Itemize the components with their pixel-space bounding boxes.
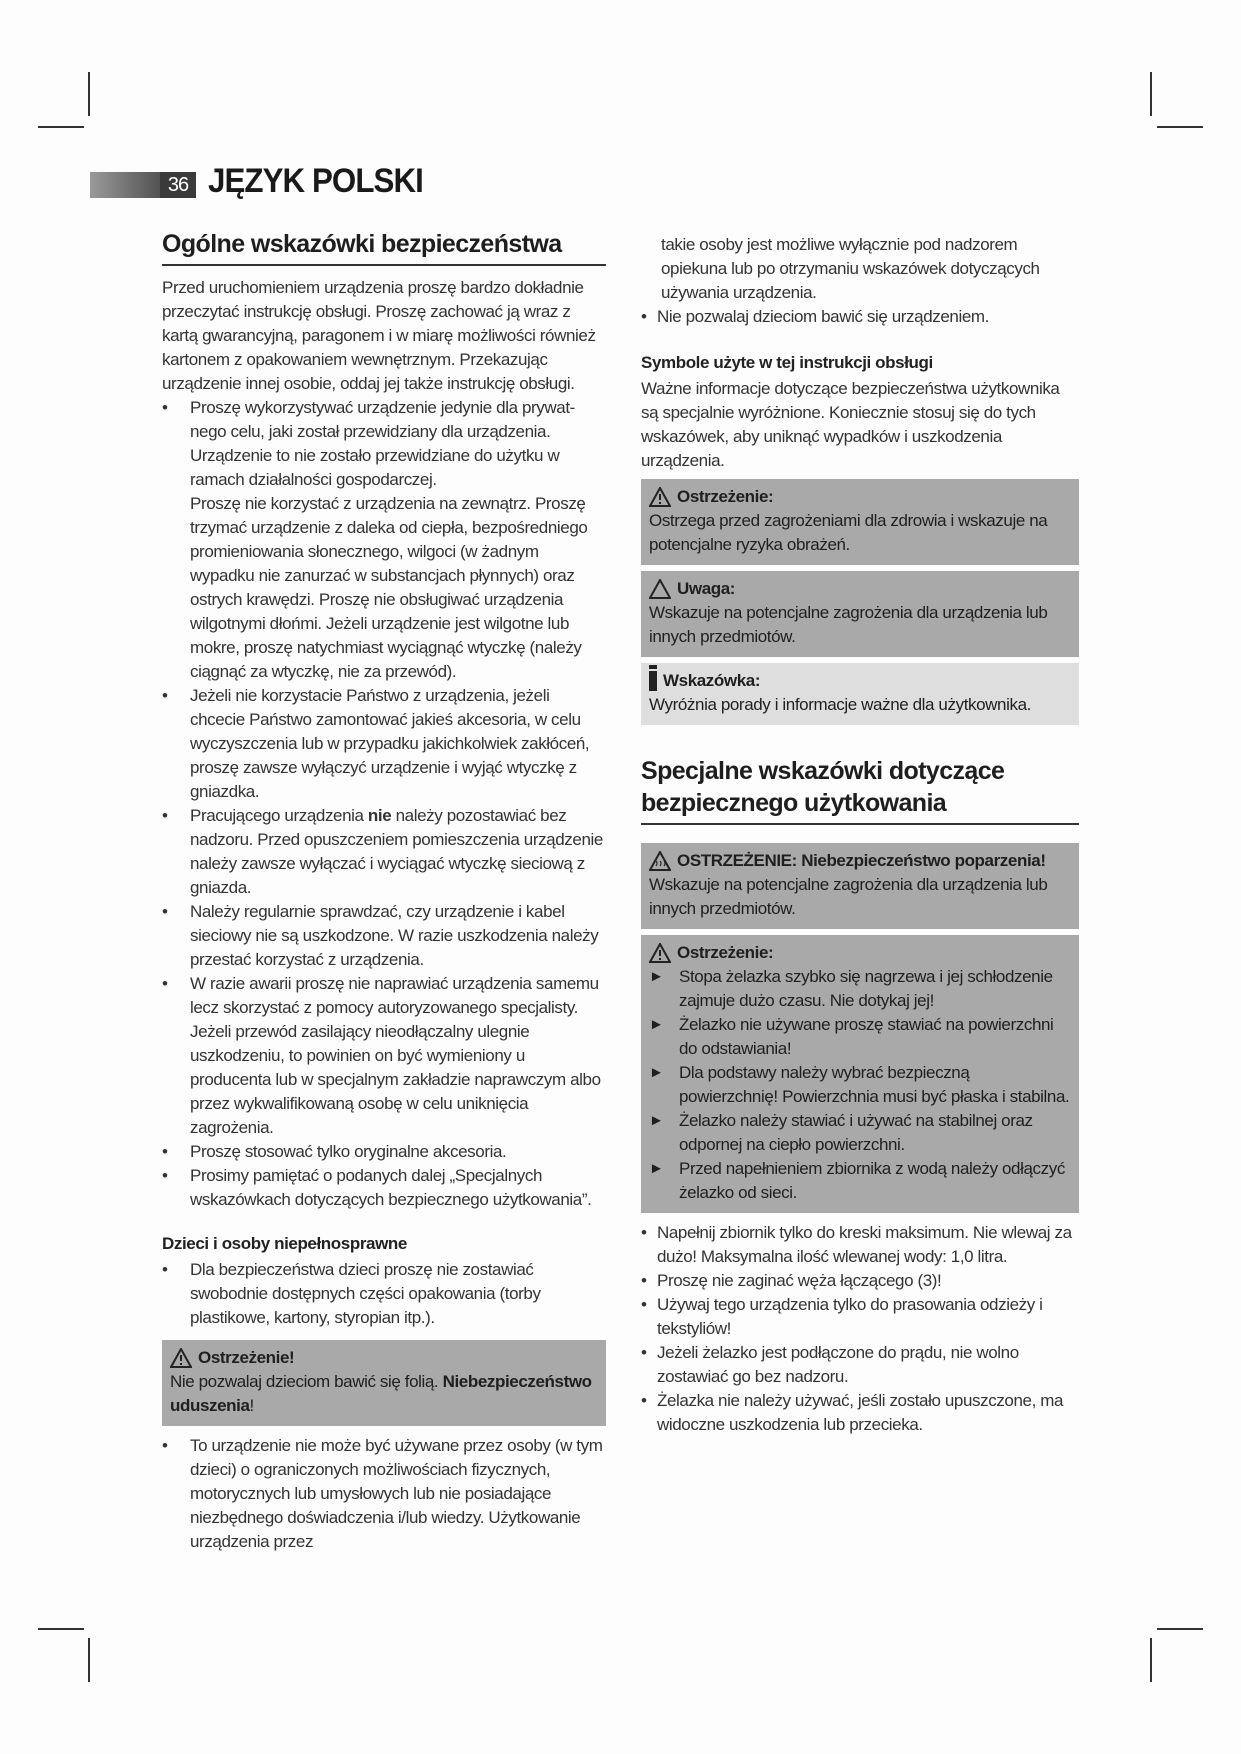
burn-warning-box: OSTRZEŻENIE: Niebezpieczeństwo poparzenia! Wskazuje na potencjalne zagrożenia dla urządzenia lub innych przedmiotów. — [641, 843, 1079, 929]
warning-title: Ostrzeżenie! — [198, 1348, 295, 1367]
list-item: • Jeżeli nie korzystacie Państwo z urządzenia, jeżeli chcecie Państwo zamontować jakieś akcesoria, w celu wyczyszczenia lub w przypadku jakichkolwiek zakłóceń, proszę zawsze wyłączyć urządzenie i wyjąć wtyczkę z gniazdka. — [162, 684, 606, 804]
children-heading: Dzieci i osoby niepełnosprawne — [162, 1234, 407, 1253]
symbols-text: Ważne informacje dotyczące bezpieczeństwa użytkownika są specjalnie wyróżnione. Koniecznie stosuj się do tych wskazówek, aby uniknąć wypadków i uszkodzenia urządzenia. — [641, 379, 1060, 470]
caution-icon — [649, 579, 671, 599]
crop-mark — [1157, 126, 1203, 128]
hot-surface-icon — [649, 851, 671, 871]
header-bar — [90, 172, 162, 198]
list-item: • Proszę wykorzystywać urządzenie jedynie dla prywat-nego celu, jaki został przewidziany dla urządzenia. Urządzenie to nie zostało przewidziane do użytku w ramach działalności gospodarczej. Proszę nie korzystać z urządzenia na zewnątrz. Proszę trzymać urządzenie z daleka od ciepła, bezpośredniego promieniowania słonecznego, wilgoci (w żadnym wypadku nie zanurzać w substancjach płynnych) oraz ostrych krawędzi. Proszę nie obsługiwać urządzenia wilgotnymi dłońmi. Jeżeli urządzenie jest wilgotne lub mokre, proszę natychmiast wyciągnąć wtyczkę (należy ciągnąć za wtyczkę, nie za przewód). — [162, 396, 606, 684]
list-item: • W razie awarii proszę nie naprawiać urządzenia samemu lecz skorzystać z pomocy autoryzowanego specjalisty. Jeżeli przewód zasilający nieodłączalny ulegnie uszkodzeniu, to powinien on być wymieniony u producenta lub w specjalnym zakładzie naprawczym albo przez wykwalifikowaną osobę w celu uniknięcia zagrożenia. — [162, 972, 606, 1140]
symbols-heading: Symbole użyte w tej instrukcji obsługi — [641, 353, 933, 372]
page-title: JĘZYK POLSKI — [208, 162, 423, 200]
iron-warning-box: Ostrzeżenie: ► Stopa żelazka szybko się nagrzewa i jej schłodzenie zajmuje dużo czasu. Nie dotykaj jej! ► Żelazko nie używane proszę stawiać na powierzchni do odstawiania! ► Dla podstawy należy wybrać bezpieczną powierzchnię! Powierzchnia musi być płaska i stabilna. ► Żelazko należy stawiać i używać na stabilnej oraz odpornej na ciepło powierzchni. ► Przed napełnieniem zbiornika z wodą należy odłączyć żelazko od sieci. — [641, 935, 1079, 1213]
warning-icon — [649, 943, 671, 963]
list-item: • Należy regularnie sprawdzać, czy urządzenie i kabel sieciowy nie są uszkodzone. W razie uszkodzenia należy przestać korzystać z urządzenia. — [162, 900, 606, 972]
list-item: • To urządzenie nie może być używane przez osoby (w tym dzieci) o ograniczonych możliwościach fizycznych, motorycznych lub umysłowych lub nie posiadające niezbędnego doświadczenia i/lub wiedzy. Użytkowanie urządzenia przez — [162, 1434, 606, 1554]
list-item: • Dla bezpieczeństwa dzieci proszę nie zostawiać swobodnie dostępnych części opakowania (torby plastikowe, kartony, styropian itp.). — [162, 1258, 606, 1330]
list-item: • Używaj tego urządzenia tylko do prasowania odzieży i tekstyliów! — [641, 1293, 1079, 1341]
crop-mark — [1150, 72, 1152, 116]
symbol-caution-box: Uwaga: Wskazuje na potencjalne zagrożenia dla urządzenia lub innych przedmiotów. — [641, 571, 1079, 657]
warning-icon — [649, 487, 671, 507]
intro-paragraph: Przed uruchomieniem urządzenia proszę bardzo dokładnie przeczytać instrukcję obsługi. Proszę zachować ją wraz z kartą gwarancyjną, paragonem i w miarę możliwości również kartonem z opakowaniem wewnętrznym. Przekazując urządzenie innej osobie, oddaj jej także instrukcję obsługi. — [162, 278, 596, 393]
left-column — [162, 228, 606, 1554]
info-icon — [649, 671, 657, 691]
list-item: • Nie pozwalaj dzieciom bawić się urządzeniem. — [641, 305, 1079, 329]
warning-icon — [170, 1348, 192, 1368]
right-column — [641, 233, 1079, 1437]
continuation-text: takie osoby jest możliwe wyłącznie pod nadzorem opiekuna lub po otrzymaniu wskazówek dotyczących używania urządzenia. — [661, 235, 1040, 302]
list-item: ► Stopa żelazka szybko się nagrzewa i jej schłodzenie zajmuje dużo czasu. Nie dotykaj jej! — [649, 965, 1071, 1013]
crop-mark — [1157, 1628, 1203, 1630]
crop-mark — [38, 126, 84, 128]
section-title: Ogólne wskazówki bezpieczeństwa — [162, 228, 606, 266]
list-item: • Prosimy pamiętać o podanych dalej „Specjalnych wskazówkach dotyczących bezpiecznego użytkowania”. — [162, 1164, 606, 1212]
list-item: ► Dla podstawy należy wybrać bezpieczną powierzchnię! Powierzchnia musi być płaska i stabilna. — [649, 1061, 1071, 1109]
list-item: ► Żelazko nie używane proszę stawiać na powierzchni do odstawiania! — [649, 1013, 1071, 1061]
warning-text: Nie pozwalaj dzieciom bawić się folią. Niebezpieczeństwo uduszenia! — [170, 1372, 592, 1415]
list-item: • Jeżeli żelazko jest podłączone do prądu, nie wolno zostawiać go bez nadzoru. — [641, 1341, 1079, 1389]
crop-mark — [1150, 1638, 1152, 1682]
list-item: • Pracującego urządzenia nie należy pozostawiać bez nadzoru. Przed opuszczeniem pomieszczenia urządzenie należy zawsze wyłączać i wyciągać wtyczkę sieciową z gniazda. — [162, 804, 606, 900]
list-item: ► Żelazko należy stawiać i używać na stabilnej oraz odpornej na ciepło powierzchni. — [649, 1109, 1071, 1157]
special-section-title: Specjalne wskazówki dotyczące bezpiecznego użytkowania — [641, 755, 1079, 825]
list-item: ► Przed napełnieniem zbiornika z wodą należy odłączyć żelazko od sieci. — [649, 1157, 1071, 1205]
symbol-warning-box: Ostrzeżenie: Ostrzega przed zagrożeniami dla zdrowia i wskazuje na potencjalne ryzyka obrażeń. — [641, 479, 1079, 565]
page-number: 36 — [160, 172, 196, 198]
warning-box — [162, 1340, 606, 1426]
safety-list — [162, 396, 606, 1212]
crop-mark — [88, 1638, 90, 1682]
list-item: • Żelazka nie należy używać, jeśli zostało upuszczone, ma widoczne uszkodzenia lub przecieka. — [641, 1389, 1079, 1437]
list-item: • Proszę stosować tylko oryginalne akcesoria. — [162, 1140, 606, 1164]
symbol-note-box: Wskazówka: Wyróżnia porady i informacje ważne dla użytkownika. — [641, 663, 1079, 725]
list-item: • Napełnij zbiornik tylko do kreski maksimum. Nie wlewaj za dużo! Maksymalna ilość wlewanej wody: 1,0 litra. — [641, 1221, 1079, 1269]
crop-mark — [88, 72, 90, 116]
crop-mark — [38, 1628, 84, 1630]
list-item: • Proszę nie zaginać węża łączącego (3)! — [641, 1269, 1079, 1293]
